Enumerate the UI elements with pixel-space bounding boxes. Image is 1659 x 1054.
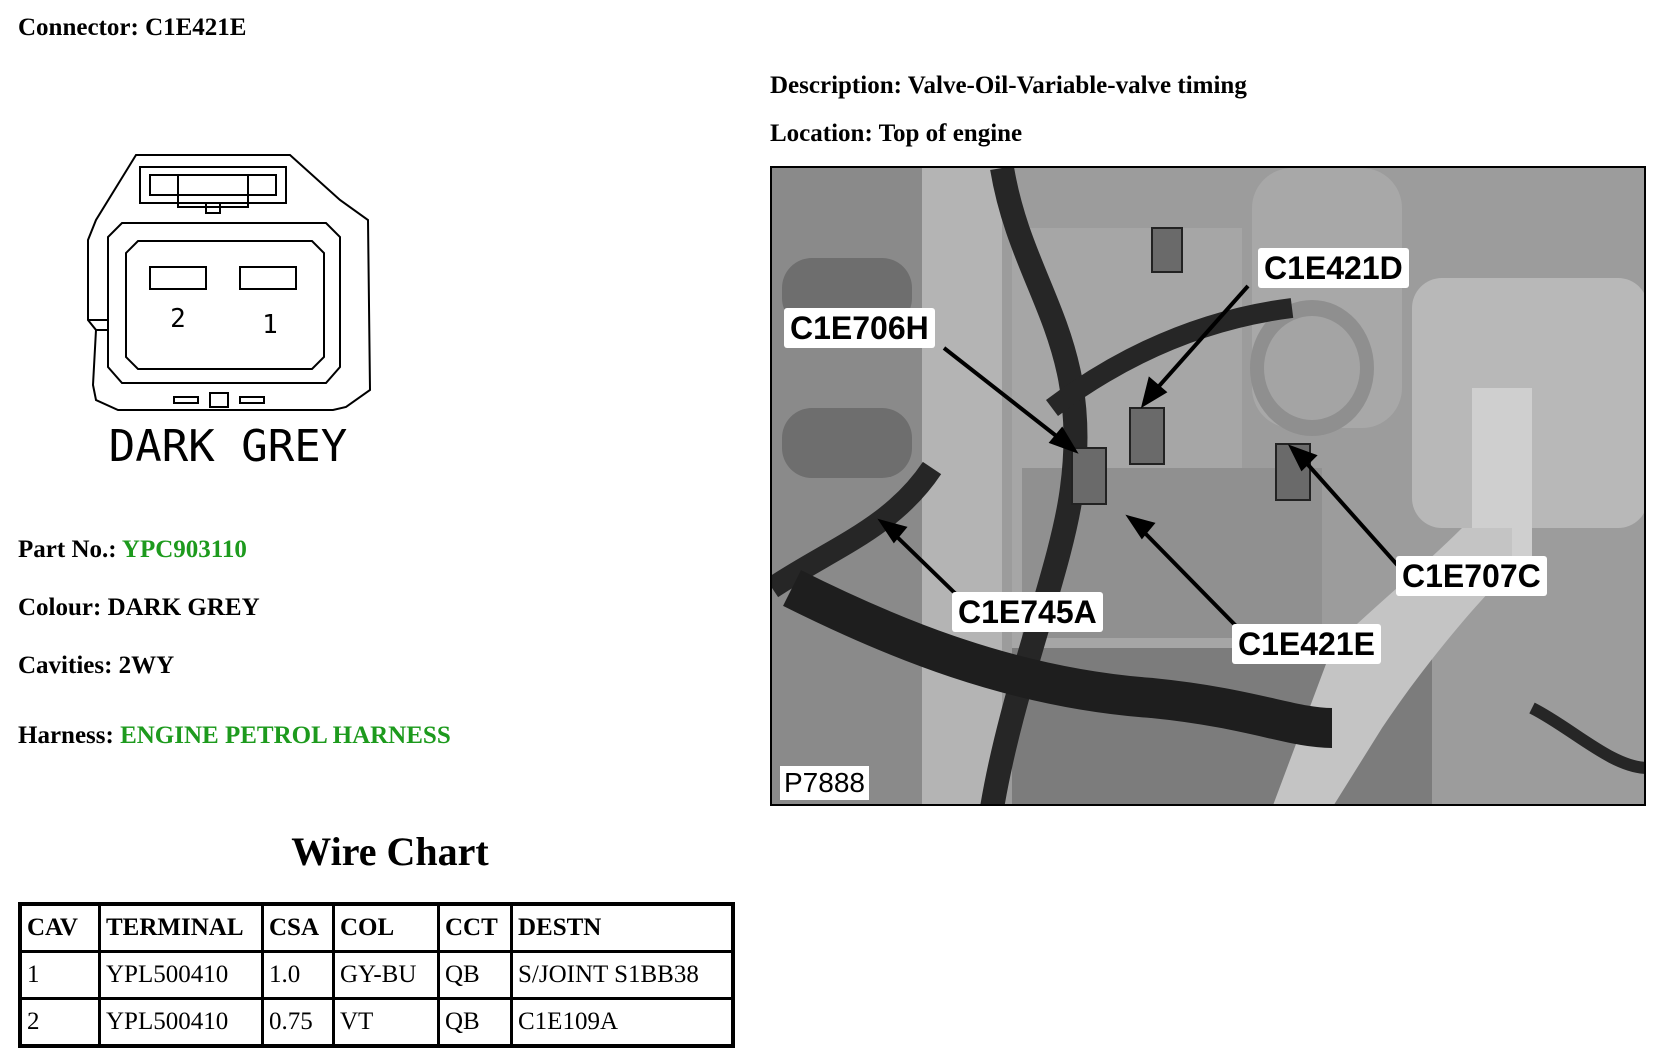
wire-chart-table (18, 902, 735, 1048)
table-row (20, 952, 733, 999)
cell-col: GY-BU (334, 952, 439, 999)
callout-c1e745a: C1E745A (952, 592, 1103, 632)
cell-terminal: YPL500410 (100, 952, 263, 999)
location-value: Top of engine (878, 120, 1023, 147)
colour-line (18, 594, 260, 622)
harness-label: Harness: (18, 722, 114, 749)
engine-location-photo (770, 166, 1646, 806)
cell-cav: 1 (20, 952, 100, 999)
connector-value: C1E421E (145, 14, 247, 41)
header-cct: CCT (439, 904, 512, 952)
cell-cct: QB (439, 999, 512, 1047)
cell-cct: QB (439, 952, 512, 999)
connector-face-diagram (78, 145, 398, 475)
callout-c1e707c: C1E707C (1396, 556, 1547, 596)
table-row (20, 999, 733, 1047)
cell-csa: 0.75 (263, 999, 334, 1047)
callout-c1e421e: C1E421E (1232, 624, 1381, 664)
wire-chart-header-row (20, 904, 733, 952)
cavity-1-number: 1 (262, 310, 278, 340)
location-line (770, 120, 1022, 148)
description-value: Valve-Oil-Variable-valve timing (907, 72, 1247, 99)
connector-line (18, 14, 246, 42)
description-line (770, 72, 1247, 100)
cavities-value: 2WY (118, 652, 175, 679)
cavity-2-number: 2 (170, 304, 186, 334)
header-destn: DESTN (512, 904, 734, 952)
header-terminal: TERMINAL (100, 904, 263, 952)
part-number-line (18, 536, 247, 564)
figure-id-label: P7888 (780, 766, 869, 800)
cell-terminal: YPL500410 (100, 999, 263, 1047)
callout-c1e421d: C1E421D (1258, 248, 1409, 288)
harness-line (18, 722, 451, 750)
harness-link[interactable]: ENGINE PETROL HARNESS (120, 722, 451, 749)
cavities-line (18, 652, 174, 680)
engine-illustration (772, 168, 1646, 806)
cell-destn: C1E109A (512, 999, 734, 1047)
colour-value: DARK GREY (107, 594, 260, 621)
cell-csa: 1.0 (263, 952, 334, 999)
header-col: COL (334, 904, 439, 952)
header-cav: CAV (20, 904, 100, 952)
wire-chart-title: Wire Chart (291, 829, 489, 874)
diagram-colour-caption: DARK GREY (108, 421, 348, 472)
cavities-label: Cavities: (18, 652, 113, 679)
cell-cav: 2 (20, 999, 100, 1047)
cell-col: VT (334, 999, 439, 1047)
description-label: Description: (770, 72, 902, 99)
cell-destn: S/JOINT S1BB38 (512, 952, 734, 999)
part-number-label: Part No.: (18, 536, 117, 563)
connector-label: Connector: (18, 14, 139, 41)
callout-c1e706h: C1E706H (784, 308, 935, 348)
colour-label: Colour: (18, 594, 102, 621)
location-label: Location: (770, 120, 873, 147)
header-csa: CSA (263, 904, 334, 952)
part-number-link[interactable]: YPC903110 (121, 536, 247, 563)
